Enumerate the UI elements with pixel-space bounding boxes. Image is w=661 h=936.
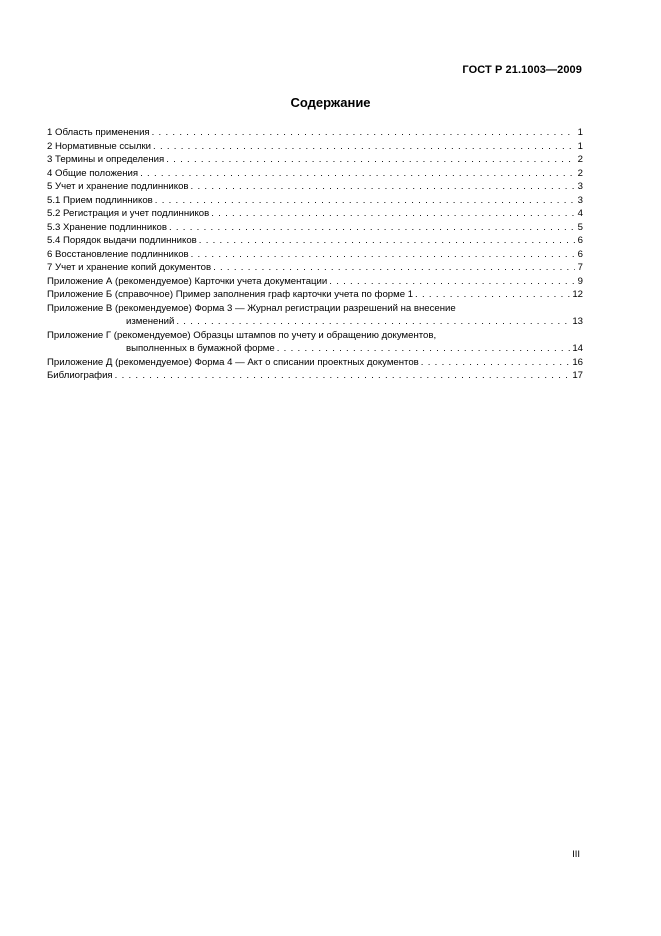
toc-entry[interactable] (47, 288, 583, 302)
toc-entry-page: 3 (577, 194, 583, 206)
leader-dots (213, 261, 575, 275)
toc-entry[interactable] (47, 248, 583, 262)
toc-entry-text: 3 Термины и определения (47, 154, 165, 165)
toc-entry-text: Библиография (47, 370, 113, 381)
leader-dots (415, 288, 570, 302)
document-code: ГОСТ Р 21.1003—2009 (462, 64, 582, 76)
toc-entry-text: 5.2 Регистрация и учет подлинников (47, 208, 210, 219)
toc-entry-text: 5.4 Порядок выдачи подлинников (47, 235, 197, 246)
toc-entry-page: 13 (572, 316, 583, 327)
toc-entry[interactable] (47, 275, 583, 289)
toc-entry-text: Приложение В (рекомендуемое) Форма 3 — Журнал регистрации разрешений на внесение (47, 302, 456, 314)
leader-dots (329, 275, 575, 289)
toc-entry-text: 5.1 Прием подлинников (47, 194, 153, 206)
toc-entry[interactable] (47, 302, 583, 329)
toc-entry[interactable] (47, 194, 583, 208)
toc-entry-text: Приложение Б (справочное) Пример заполнения граф карточки учета по форме 1 (47, 289, 414, 300)
toc-entry[interactable] (47, 356, 583, 370)
toc-entry-text: Приложение Г (рекомендуемое) Образцы штампов по учету и обращению документов, (47, 329, 437, 341)
toc-entry-text: 6 Восстановление подлинников (47, 248, 189, 260)
toc-entry-page: 5 (577, 221, 583, 233)
leader-dots (421, 356, 571, 370)
toc-entry-text: 4 Общие положения (47, 167, 139, 179)
toc-entry[interactable] (47, 167, 583, 181)
toc-entry[interactable] (47, 207, 583, 221)
toc-entry-page: 2 (577, 154, 583, 165)
toc-entry[interactable] (47, 180, 583, 194)
toc-entry-page: 3 (577, 181, 583, 192)
leader-dots (152, 126, 575, 140)
toc-entry-page: 16 (572, 356, 583, 368)
toc-entry-page: 1 (577, 140, 583, 152)
leader-dots (191, 248, 575, 262)
leader-dots (166, 153, 575, 167)
toc-entry[interactable] (47, 329, 583, 356)
leader-dots (153, 140, 575, 154)
toc-entry-text-continued: выполненных в бумажной форме (126, 343, 275, 354)
toc-entry[interactable] (47, 140, 583, 154)
toc-entry-text: Приложение Д (рекомендуемое) Форма 4 — Акт о списании проектных документов (47, 356, 419, 368)
toc-entry-text: 1 Область применения (47, 127, 150, 138)
toc-entry-page: 2 (577, 167, 583, 179)
toc-entry[interactable] (47, 369, 583, 383)
table-of-contents (47, 126, 583, 383)
leader-dots (191, 180, 575, 194)
toc-entry-page: 1 (577, 127, 583, 138)
toc-entry-text: Приложение А (рекомендуемое) Карточки учета документации (47, 275, 328, 287)
leader-dots (176, 315, 570, 329)
toc-entry-page: 6 (577, 248, 583, 260)
toc-entry-page: 14 (572, 343, 583, 354)
toc-entry-text: 7 Учет и хранение копий документов (47, 262, 212, 273)
leader-dots (155, 194, 575, 208)
toc-entry-page: 4 (577, 208, 583, 219)
toc-entry-text: 5 Учет и хранение подлинников (47, 181, 189, 192)
toc-entry-page: 12 (572, 289, 583, 300)
toc-entry[interactable] (47, 126, 583, 140)
leader-dots (277, 342, 571, 356)
toc-entry-text: 2 Нормативные ссылки (47, 140, 152, 152)
toc-entry[interactable] (47, 153, 583, 167)
toc-entry[interactable] (47, 221, 583, 235)
toc-entry-page: 7 (577, 262, 583, 273)
page-number: III (572, 849, 580, 860)
toc-entry-page: 9 (577, 275, 583, 287)
leader-dots (199, 234, 575, 248)
toc-entry[interactable] (47, 234, 583, 248)
toc-entry-text: 5.3 Хранение подлинников (47, 221, 167, 233)
toc-entry-page: 6 (577, 235, 583, 246)
leader-dots (140, 167, 575, 181)
toc-entry-page: 17 (572, 370, 583, 381)
toc-entry[interactable] (47, 261, 583, 275)
leader-dots (115, 369, 571, 383)
leader-dots (169, 221, 575, 235)
leader-dots (211, 207, 575, 221)
toc-entry-text-continued: изменений (126, 316, 175, 327)
toc-title: Содержание (290, 95, 371, 110)
